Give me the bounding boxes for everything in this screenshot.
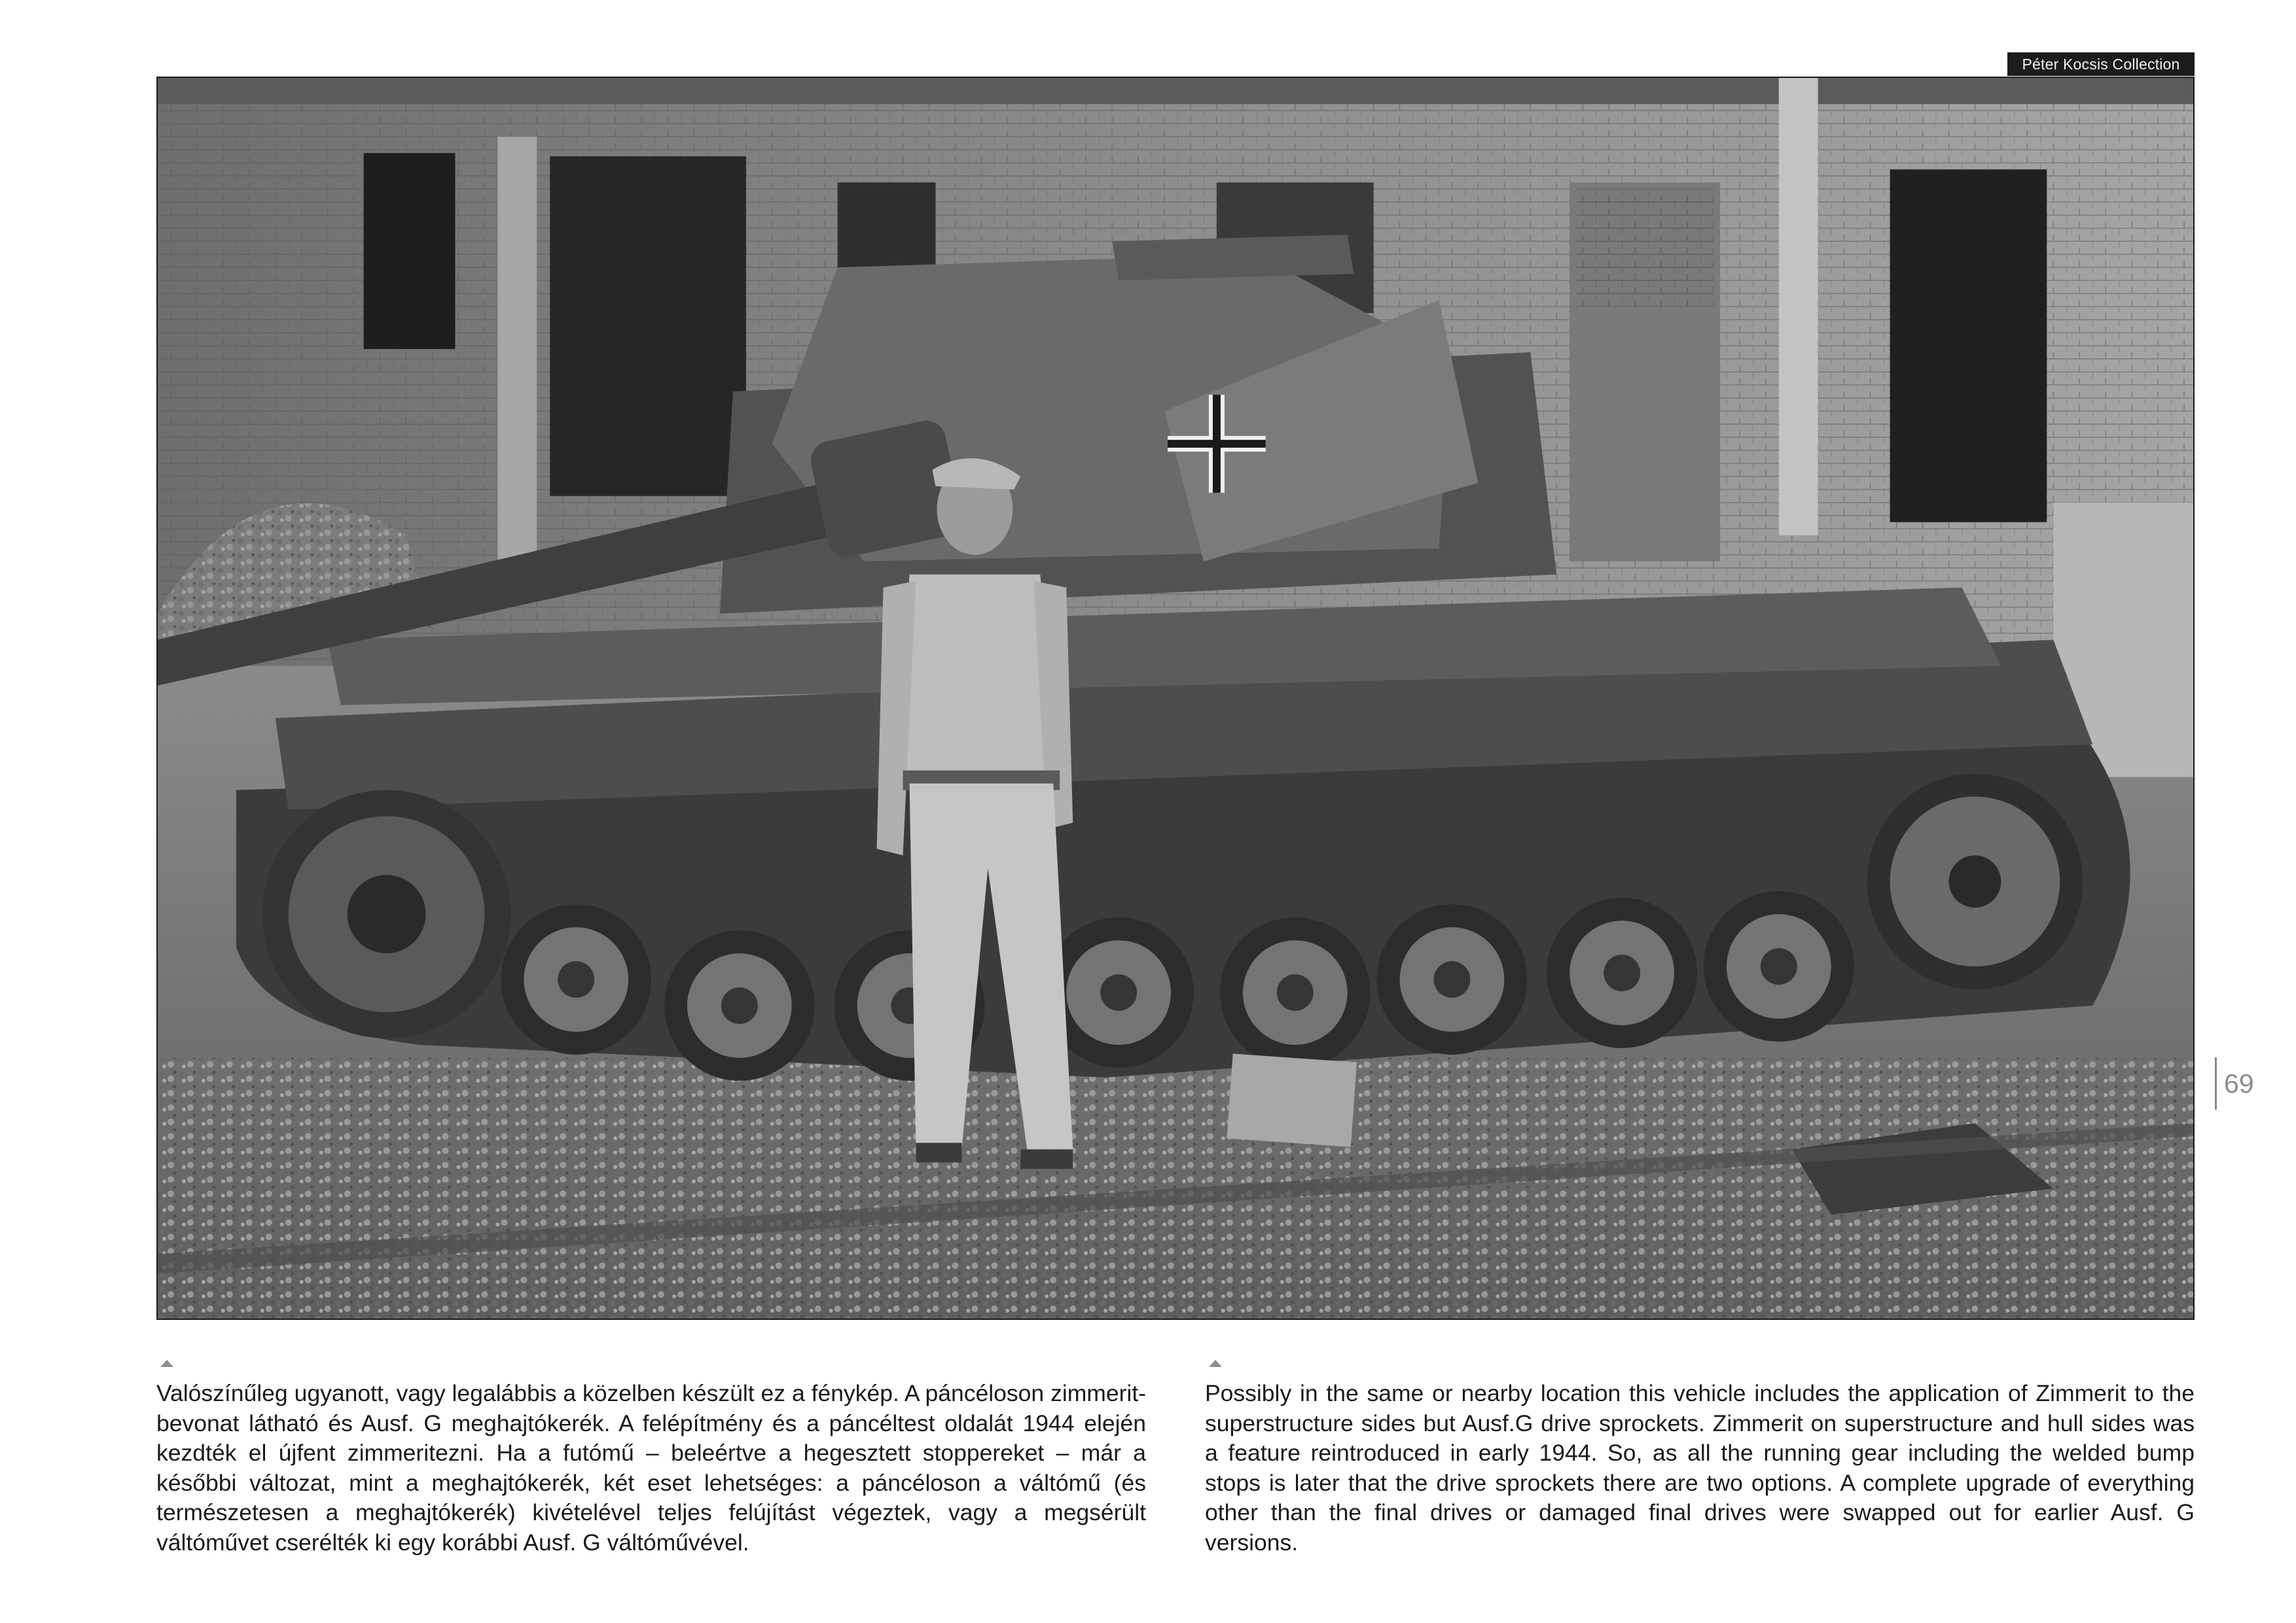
caption-english: [1205, 1360, 2195, 1558]
caption-up-arrow-icon: [1209, 1360, 1222, 1367]
caption-up-arrow-icon: [160, 1360, 173, 1367]
caption-hungarian: [156, 1360, 1146, 1558]
caption-english-text: Possibly in the same or nearby location this vehicle includes the application of Zimmerit to the superstructure sides but Ausf.G drive sprockets. Zimmerit on superstructure and hull sides was a feature reintroduced in early 1944. So, as all the running gear including the welded bump stops is later that the drive sprockets there are two options. A complete upgrade of everything other than the final drives or damaged final drives were swapped out for earlier Ausf. G versions.: [1205, 1380, 2195, 1556]
tank-photograph: [156, 77, 2195, 1320]
page-number: 69: [2224, 1068, 2254, 1099]
photo-credit: Péter Kocsis Collection: [2007, 52, 2195, 76]
page-number-rule: [2215, 1057, 2217, 1110]
photograph-illustration: [158, 78, 2193, 1319]
caption-hungarian-text: Valószínűleg ugyanott, vagy legalábbis a közelben készült ez a fénykép. A páncéloson zimmerit-bevonat látható és Ausf. G meghajtókerék. A felépítmény és a páncéltest oldalát 1944 elején kezdték el újfent zimmeritezni. Ha a futómű – beleértve a hegesztett stoppereket – már a későbbi változat, mint a meghajtókerék, két eset lehetséges: a páncéloson a váltómű (és természetesen a meghajtókerék) kivételével teljes felújítást végeztek, vagy a megsérült váltóművet cserélték ki egy korábbi Ausf. G váltóművével.: [156, 1380, 1146, 1556]
